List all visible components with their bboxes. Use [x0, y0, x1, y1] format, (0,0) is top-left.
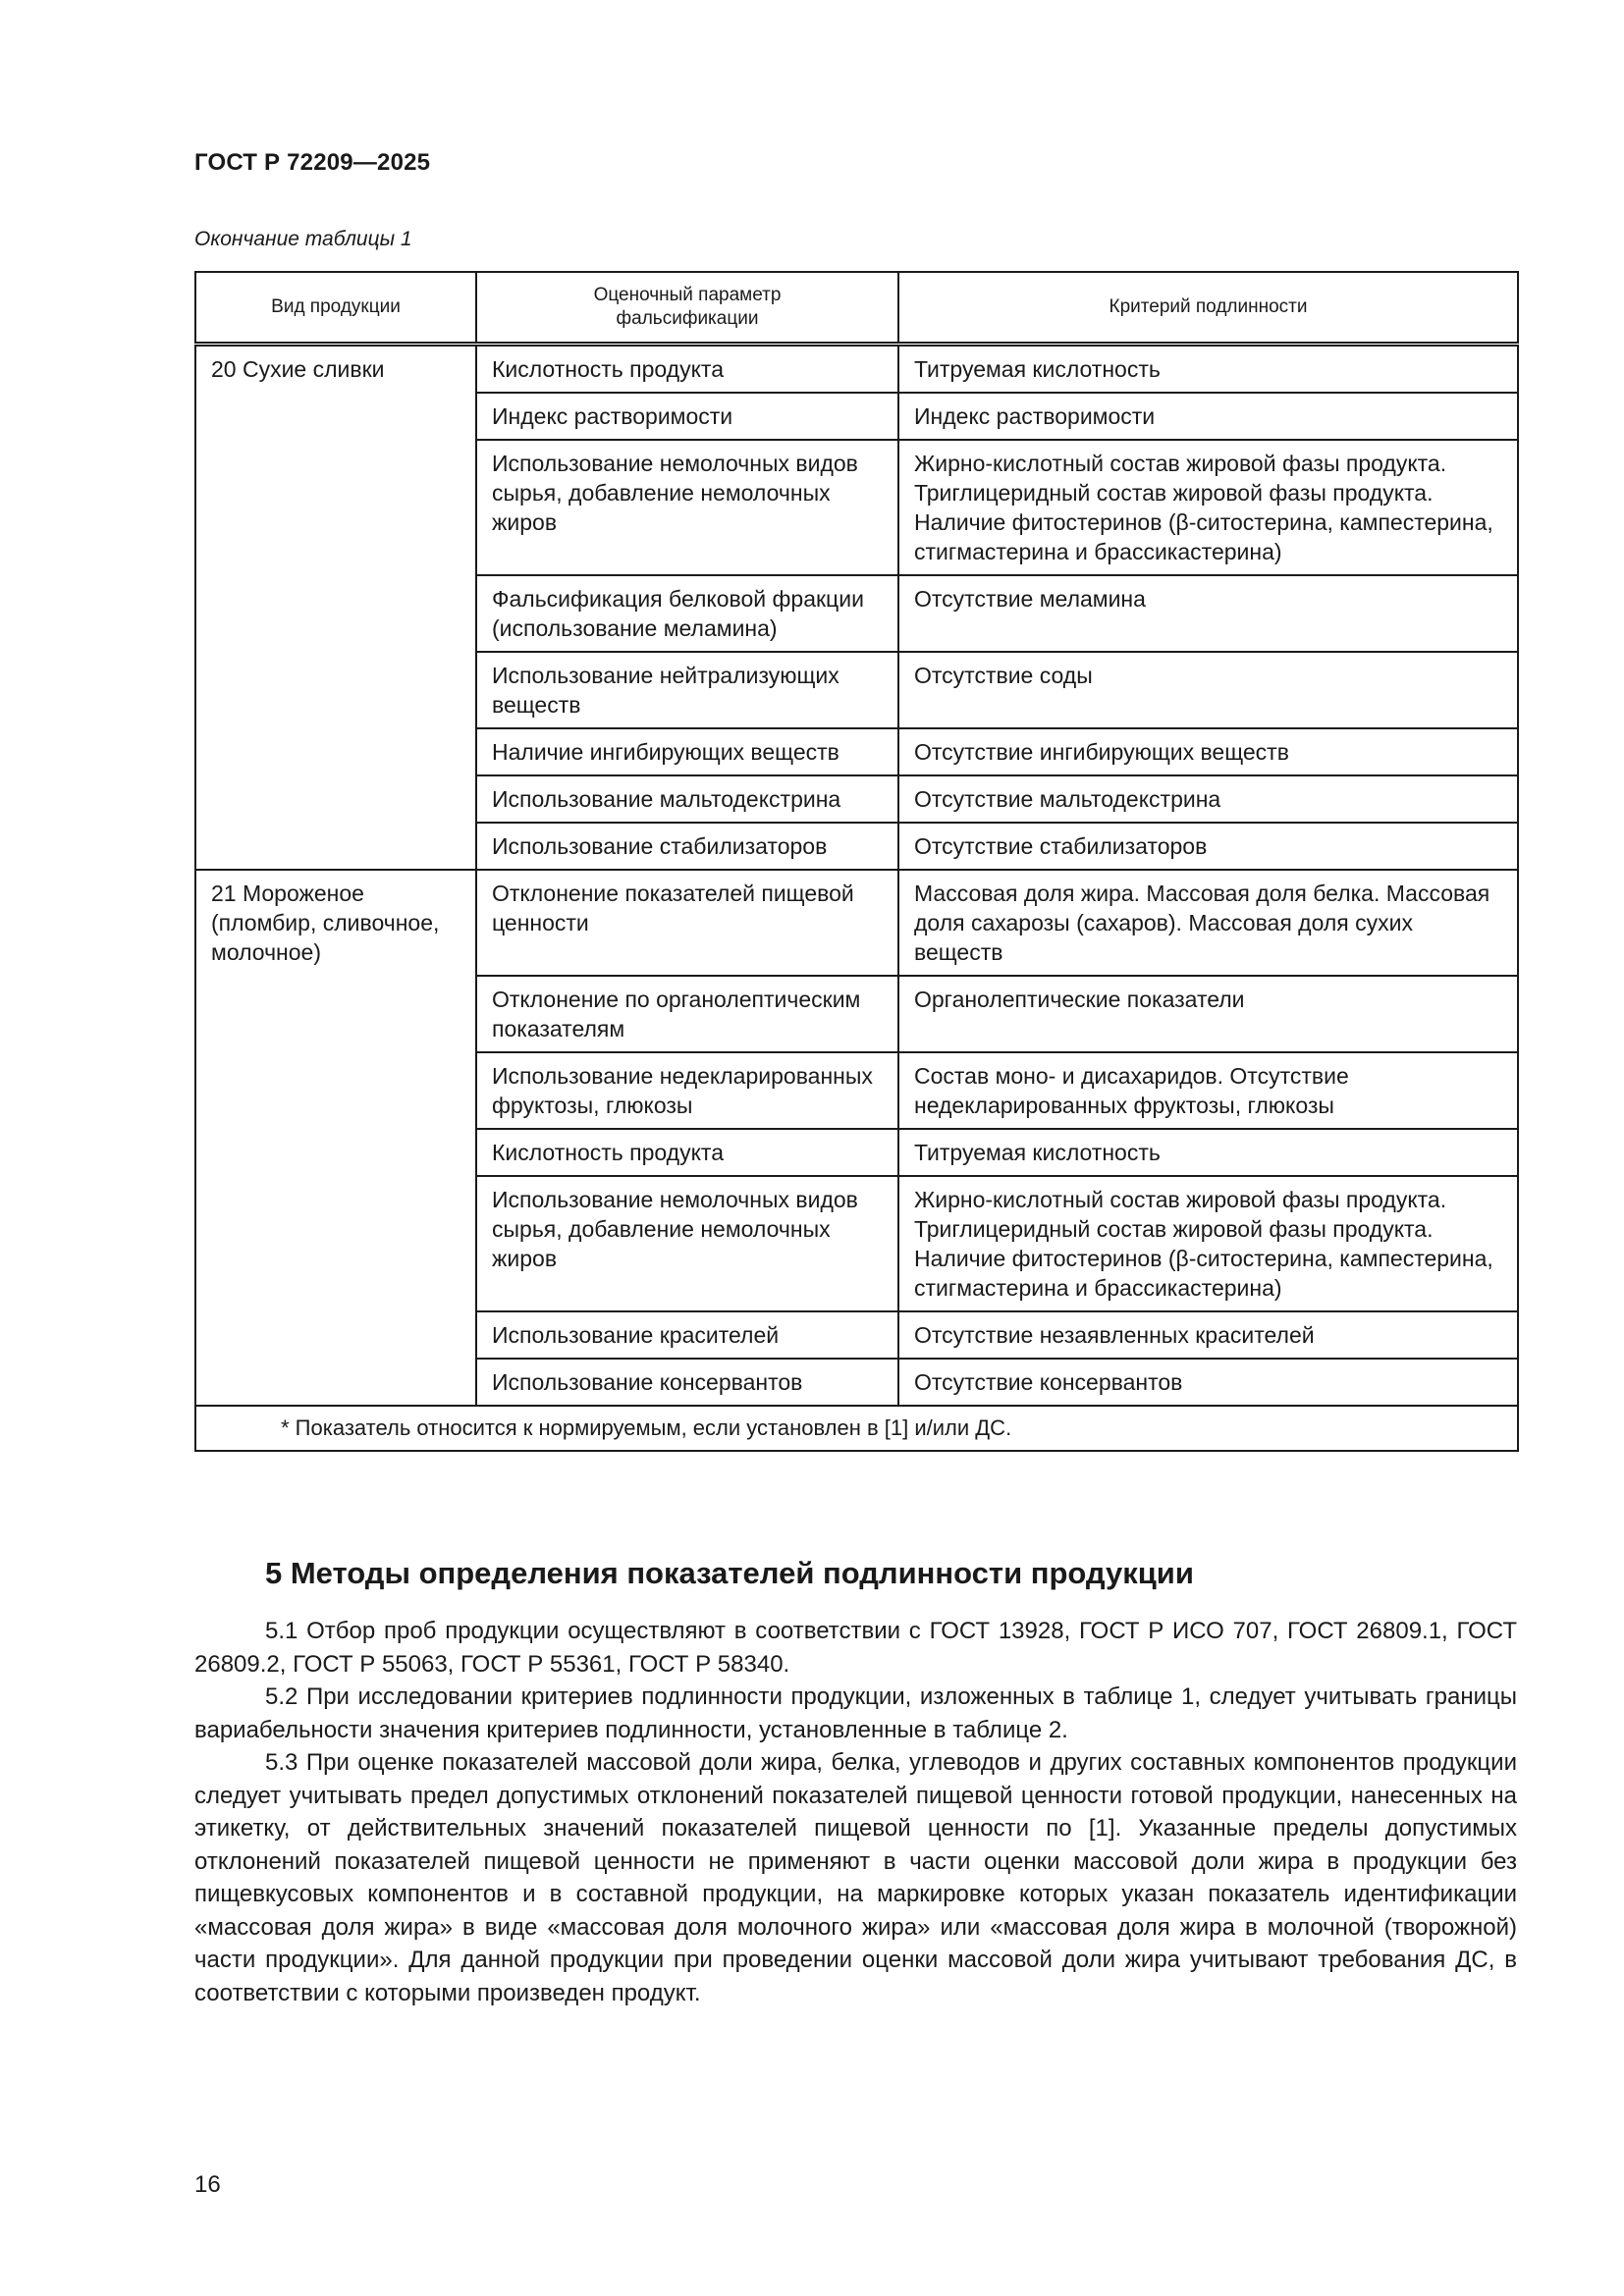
parameter-cell: Отклонение показателей пищевой ценности: [476, 870, 898, 976]
criterion-cell: Массовая доля жира. Массовая доля белка. Массовая доля сахарозы (сахаров). Массовая доля сухих веществ: [898, 870, 1518, 976]
parameter-cell: Кислотность продукта: [476, 345, 898, 394]
criterion-cell: Титруемая кислотность: [898, 345, 1518, 394]
document-header: ГОСТ Р 72209—2025: [194, 149, 431, 176]
product-cell: 20 Сухие сливки: [195, 345, 476, 871]
criterion-cell: Отсутствие мальтодекстрина: [898, 775, 1518, 823]
criterion-cell: Титруемая кислотность: [898, 1129, 1518, 1176]
column-header-criterion: Критерий подлинности: [898, 272, 1518, 345]
parameter-cell: Использование немолочных видов сырья, добавление немолочных жиров: [476, 1176, 898, 1311]
column-header-parameter: Оценочный параметр фальсификации: [476, 272, 898, 345]
criterion-cell: Индекс растворимости: [898, 393, 1518, 440]
section-body: [194, 1615, 1517, 2009]
parameter-cell: Использование нейтрализующих веществ: [476, 652, 898, 728]
criterion-cell: Отсутствие незаявленных красителей: [898, 1311, 1518, 1359]
parameter-cell: Использование красителей: [476, 1311, 898, 1359]
product-cell: 21 Мороженое (пломбир, сливочное, молочное): [195, 870, 476, 1406]
column-header-product: Вид продукции: [195, 272, 476, 345]
parameter-cell: Наличие ингибирующих веществ: [476, 728, 898, 775]
paragraph: 5.2 При исследовании критериев подлинности продукции, изложенных в таблице 1, следует учитывать границы вариабельности значения критериев подлинности, установленные в таблице 2.: [194, 1683, 1517, 1743]
criterion-cell: Отсутствие стабилизаторов: [898, 823, 1518, 870]
table-footnote-row: [195, 1406, 1518, 1451]
parameter-cell: Отклонение по органолептическим показателям: [476, 976, 898, 1052]
parameter-cell: Фальсификация белковой фракции (использование меламина): [476, 575, 898, 652]
criterion-cell: Органолептические показатели: [898, 976, 1518, 1052]
criterion-cell: Отсутствие меламина: [898, 575, 1518, 652]
parameter-cell: Использование стабилизаторов: [476, 823, 898, 870]
paragraph: 5.1 Отбор проб продукции осуществляют в соответствии с ГОСТ 13928, ГОСТ Р ИСО 707, ГОСТ 26809.1, ГОСТ 26809.2, ГОСТ Р 55063, ГОСТ Р 55361, ГОСТ Р 58340.: [194, 1618, 1517, 1678]
section-title: 5 Методы определения показателей подлинности продукции: [265, 1556, 1194, 1590]
table-footnote: * Показатель относится к нормируемым, если установлен в [1] и/или ДС.: [195, 1406, 1518, 1451]
table-header-row: [195, 272, 1518, 345]
parameter-cell: Использование консервантов: [476, 1359, 898, 1406]
parameter-cell: Использование мальтодекстрина: [476, 775, 898, 823]
criterion-cell: Состав моно- и дисахаридов. Отсутствие недекларированных фруктозы, глюкозы: [898, 1052, 1518, 1129]
criterion-cell: Отсутствие соды: [898, 652, 1518, 728]
parameter-cell: Использование немолочных видов сырья, добавление немолочных жиров: [476, 440, 898, 575]
page-number: 16: [194, 2171, 221, 2198]
criterion-cell: Жирно-кислотный состав жировой фазы продукта. Триглицеридный состав жировой фазы продукта. Наличие фитостеринов (β-ситостерина, кампестерина, стигмастерина и брассикастерина): [898, 440, 1518, 575]
parameter-cell: Индекс растворимости: [476, 393, 898, 440]
criterion-cell: Жирно-кислотный состав жировой фазы продукта. Триглицеридный состав жировой фазы продукта. Наличие фитостеринов (β-ситостерина, кампестерина, стигмастерина и брассикастерина): [898, 1176, 1518, 1311]
table-caption: Окончание таблицы 1: [194, 228, 412, 250]
parameter-cell: Кислотность продукта: [476, 1129, 898, 1176]
table-row: [195, 345, 1518, 394]
table-row: [195, 870, 1518, 976]
criterion-cell: Отсутствие ингибирующих веществ: [898, 728, 1518, 775]
paragraph: 5.3 При оценке показателей массовой доли жира, белка, углеводов и других составных компонентов продукции следует учитывать предел допустимых отклонений показателей пищевой ценности готовой продукции, нанесенных на этикетку, от действительных значений показателей пищевой ценности по [1]. Указанные пределы допустимых отклонений показателей пищевой ценности не применяют в части оценки массовой доли жира в продукции без пищевкусовых компонентов и в составной продукции, на маркировке которых указан показатель идентификации «массовая доля жира» в виде «массовая доля молочного жира» или «массовая доля жира в молочной (творожной) части продукции». Для данной продукции при проведении оценки массовой доли жира учитывают требования ДС, в соответствии с которыми произведен продукт.: [194, 1749, 1517, 2006]
criterion-cell: Отсутствие консервантов: [898, 1359, 1518, 1406]
authenticity-table: [194, 271, 1519, 1452]
parameter-cell: Использование недекларированных фруктозы, глюкозы: [476, 1052, 898, 1129]
